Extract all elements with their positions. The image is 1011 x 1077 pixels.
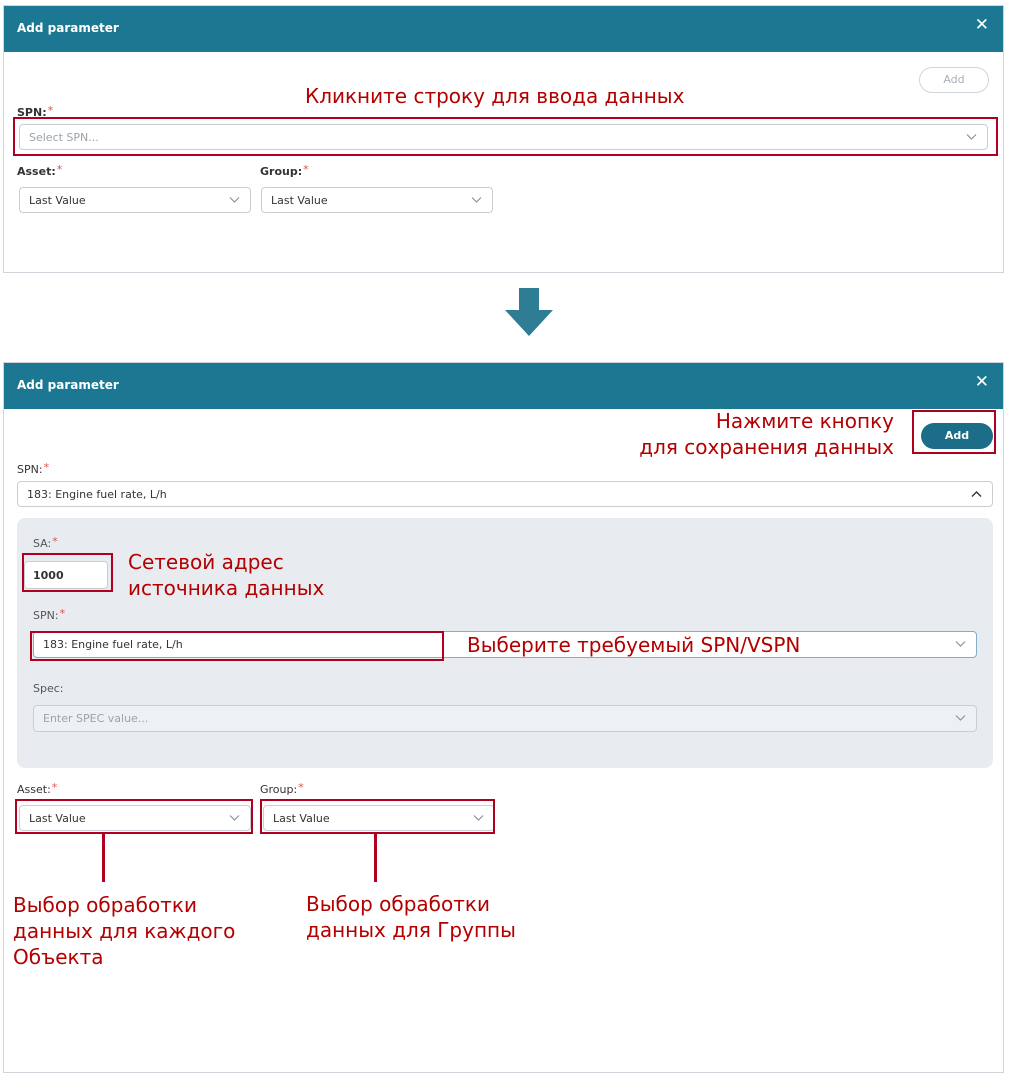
connector-line-asset: [102, 834, 105, 882]
annotation-click-row: Кликните строку для ввода данных: [305, 84, 685, 108]
annotation-asset-processing: [13, 892, 235, 970]
inner-spn-select-value: 183: Engine fuel rate, L/h: [43, 638, 183, 651]
highlight-spn-row: [13, 117, 998, 156]
required-marker: *: [303, 163, 309, 176]
annotation-asset-line2: данных для каждого: [13, 919, 236, 943]
required-marker: *: [51, 781, 58, 794]
required-marker: *: [52, 535, 58, 548]
required-marker: *: [56, 163, 63, 176]
chevron-down-icon: [955, 714, 966, 722]
required-marker: *: [43, 461, 50, 474]
add-button[interactable]: Add: [921, 423, 993, 449]
chevron-up-icon: [971, 490, 982, 498]
highlight-inner-spn: [30, 631, 444, 661]
spn-select-value: 183: Engine fuel rate, L/h: [27, 488, 167, 501]
highlight-group-select: [260, 799, 495, 834]
annotation-asset-line3: Объекта: [13, 945, 104, 969]
annotation-press-button-line1: Нажмите кнопку: [715, 409, 894, 433]
asset-label: Asset:*: [17, 781, 58, 796]
asset-select-value: Last Value: [29, 194, 86, 207]
annotation-select-spn: Выберите требуемый SPN/VSPN: [467, 633, 801, 657]
required-marker: *: [59, 607, 66, 620]
dialog-header: [4, 363, 1003, 409]
required-marker: *: [47, 104, 54, 117]
spec-select[interactable]: [33, 705, 977, 732]
arrow-down-icon: [504, 288, 554, 336]
connector-line-group: [374, 834, 377, 882]
dialog-title: Add parameter: [17, 378, 119, 392]
highlight-asset-select: [15, 799, 253, 834]
sa-label: SA:*: [33, 535, 58, 550]
annotation-group-processing: [306, 891, 516, 943]
annotation-asset-line1: Выбор обработки: [13, 893, 197, 917]
group-label: Group:*: [260, 781, 304, 796]
spn-label: SPN:*: [17, 104, 54, 119]
spn-select-placeholder: Select SPN...: [29, 131, 99, 144]
group-select[interactable]: [261, 187, 493, 213]
group-select-value: Last Value: [273, 812, 330, 825]
spn-select[interactable]: [17, 481, 993, 507]
asset-label: Asset:*: [17, 163, 63, 178]
annotation-group-line2: данных для Группы: [306, 918, 516, 942]
group-select-value: Last Value: [271, 194, 328, 207]
spec-select-placeholder: Enter SPEC value...: [43, 712, 149, 725]
annotation-press-button-line2: для сохранения данных: [639, 435, 894, 459]
asset-select[interactable]: [19, 187, 251, 213]
dialog-header: [4, 6, 1003, 52]
close-icon[interactable]: ✕: [974, 372, 989, 392]
asset-select-value: Last Value: [29, 812, 86, 825]
annotation-group-line1: Выбор обработки: [306, 892, 490, 916]
add-button-disabled[interactable]: Add: [919, 67, 989, 93]
annotation-network-address-line2: источника данных: [128, 576, 325, 600]
sa-input-value: 1000: [33, 569, 64, 582]
highlight-sa-field: [22, 553, 113, 592]
spn-label: SPN:*: [17, 461, 50, 476]
annotation-network-address-line1: Сетевой адрес: [128, 550, 284, 574]
annotation-press-button: [600, 408, 894, 460]
inner-spn-label: SPN:*: [33, 607, 66, 622]
close-icon[interactable]: ✕: [974, 15, 989, 35]
required-marker: *: [298, 781, 304, 794]
highlight-add-button: [912, 410, 996, 454]
chevron-down-icon: [955, 640, 966, 648]
chevron-down-icon: [229, 196, 240, 204]
spec-label: Spec:: [33, 682, 64, 695]
annotation-network-address: [128, 549, 324, 601]
group-label: Group:*: [260, 163, 309, 178]
dialog-title: Add parameter: [17, 21, 119, 35]
chevron-down-icon: [471, 196, 482, 204]
